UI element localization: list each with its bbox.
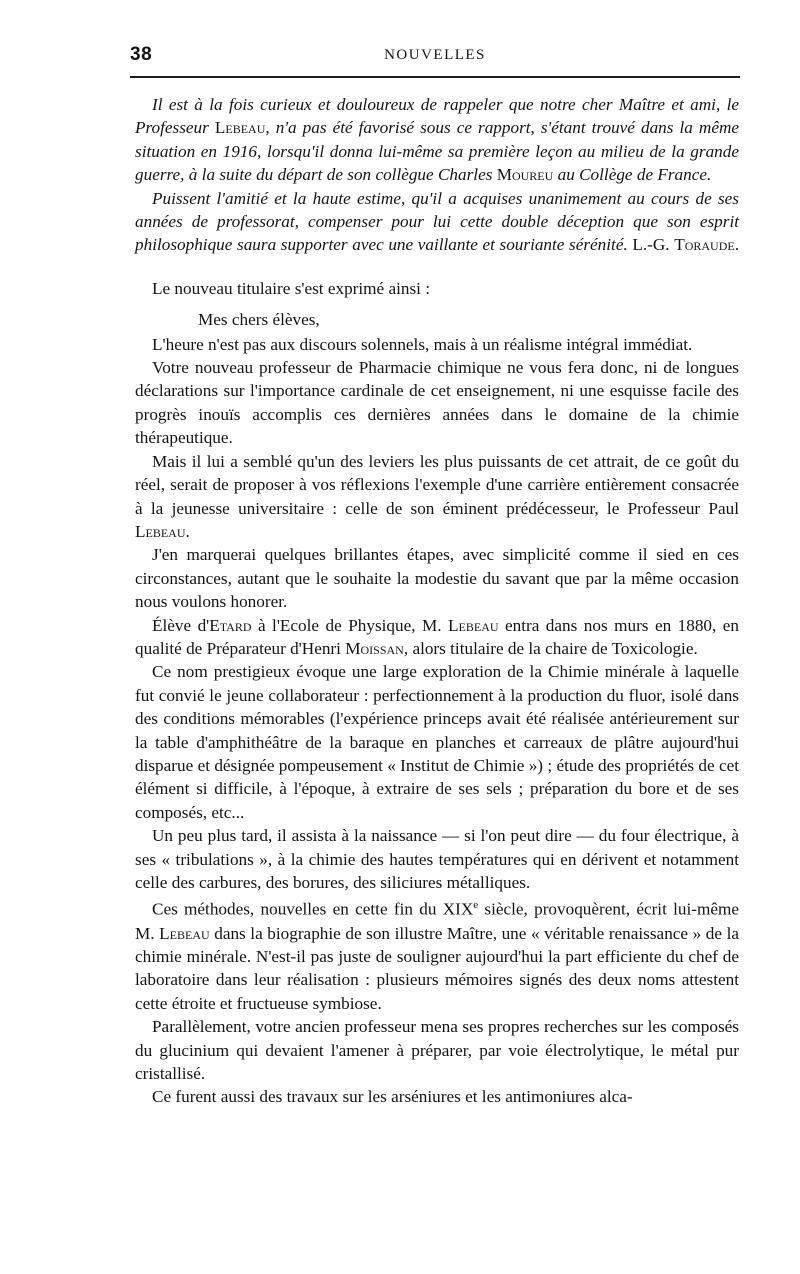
- text-run: au Collège de France.: [553, 165, 712, 185]
- signature-initials: L.-G.: [632, 235, 670, 255]
- text-run: .: [185, 521, 190, 541]
- body-paragraph-2: Votre nouveau professeur de Pharmacie chimique ne vous fera donc, ni de longues déclarations sur l'importance cardinale de cet enseignement, ni une esquisse facile des progrès inouïs accomplis ces dernières années dans le domaine de la chimie thérapeutique.: [135, 358, 739, 448]
- text-run: Il est à la fois curieux et douloureux de rappeler que notre cher Maître et ami, le Professeur: [135, 95, 739, 138]
- person-name: Moissan: [345, 638, 404, 658]
- body-paragraph-5: [135, 614, 739, 661]
- body-paragraph-6: Ce nom prestigieux évoque une large exploration de la Chimie minérale à laquelle fut convié le jeune collaborateur : perfectionnement à la production du fluor, isolé dans des conditions mémorables (l'expérience princeps avait été réalisée antérieurement sur la table d'amphithéâtre de la baraque en planches et carreaux de plâtre aujourd'hui disparue et désignée pompeusement « Institut de Chimie ») ; étude des propriétés de cet élément si difficile, à l'époque, à extraire de ses sels ; préparation du bore et de ses composés, etc...: [135, 662, 739, 822]
- text-run: Puissent l'amitié et la haute estime, qu'il a acquises unanimement au cours de ses années de professorat, compenser pour lui cette double déception que son esprit philosophique saura supporter avec une vaillante et souriante sérénité.: [135, 188, 739, 255]
- text-run: à l'Ecole de Physique, M.: [251, 615, 449, 635]
- italic-paragraph-2: [135, 187, 739, 257]
- body-paragraph-3: [135, 450, 739, 544]
- page-number: 38: [130, 44, 153, 65]
- body-paragraph-10: Ce furent aussi des travaux sur les arséniures et les antimoniures alca-: [152, 1087, 633, 1107]
- person-name: Moureu: [496, 165, 554, 185]
- signature-name: Toraude.: [674, 235, 739, 255]
- text-run: dans la biographie de son illustre Maître, une « véritable renaissance » de la chimie minérale. N'est-il pas juste de souligner aujourd'hui la part efficiente du chef de laboratoire dans leur réalisation : plusieurs mémoires signés des deux noms attestent cette étroite et fructueuse symbiose.: [135, 923, 739, 1013]
- text-run: Élève d': [152, 615, 210, 635]
- text-run: entra dans nos murs en 1880, en qualité de Préparateur d'Henri: [135, 615, 739, 658]
- header-rule: [130, 76, 740, 78]
- person-name: Lebeau: [448, 615, 499, 635]
- person-name: Lebeau: [135, 521, 186, 541]
- text-run: Ces méthodes, nouvelles en cette fin du XIX: [152, 900, 474, 920]
- running-head: NOUVELLES: [384, 47, 486, 63]
- salutation: Mes chers élèves,: [198, 310, 320, 330]
- intro-line: Le nouveau titulaire s'est exprimé ainsi :: [152, 278, 431, 298]
- body-paragraph-8: [135, 894, 739, 1015]
- signature: [632, 235, 739, 254]
- text-run: , n'a pas été favorisé sous ce rapport, s'étant trouvé dans la même situation en 1916, lorsqu'il donna lui-même sa première leçon au milieu de la grande guerre, à la suite du départ de son collègue Charles: [135, 118, 739, 185]
- body-paragraph-1: L'heure n'est pas aux discours solennels, mais à un réalisme intégral immédiat.: [152, 334, 693, 354]
- person-name: Etard: [209, 615, 252, 635]
- text-run: siècle, provoquèrent, écrit lui-même M.: [135, 900, 739, 943]
- page-body: [135, 93, 739, 1109]
- page-header: [130, 44, 740, 74]
- body-paragraph-7: Un peu plus tard, il assista à la naissance — si l'on peut dire — du four électrique, à ses « tribulations », à la chimie des hautes températures qui en dérivent et notamment celle des carbures, des borures, des siliciures métalliques.: [135, 826, 739, 892]
- body-paragraph-9: Parallèlement, votre ancien professeur mena ses propres recherches sur les composés du glucinium qui devaient l'amener à préparer, par voie électrolytique, le métal pur cristallisé.: [135, 1017, 739, 1083]
- person-name: Lebeau: [159, 923, 210, 943]
- body-paragraph-4: J'en marquerai quelques brillantes étapes, avec simplicité comme il sied en ces circonstances, autant que le souhaite la modestie du savant que par la même occasion nous voulons honorer.: [135, 545, 739, 612]
- italic-paragraph-1: [135, 93, 739, 187]
- superscript: e: [473, 899, 479, 912]
- person-name: Lebeau: [214, 118, 266, 138]
- text-run: , alors titulaire de la chaire de Toxicologie.: [403, 638, 698, 658]
- text-run: Mais il lui a semblé qu'un des leviers les plus puissants de cet attrait, de ce goût du réel, serait de proposer à vos réflexions l'exemple d'une carrière entièrement consacrée à la jeunesse universitaire : celle de son éminent prédécesseur, le Professeur Paul: [135, 451, 739, 518]
